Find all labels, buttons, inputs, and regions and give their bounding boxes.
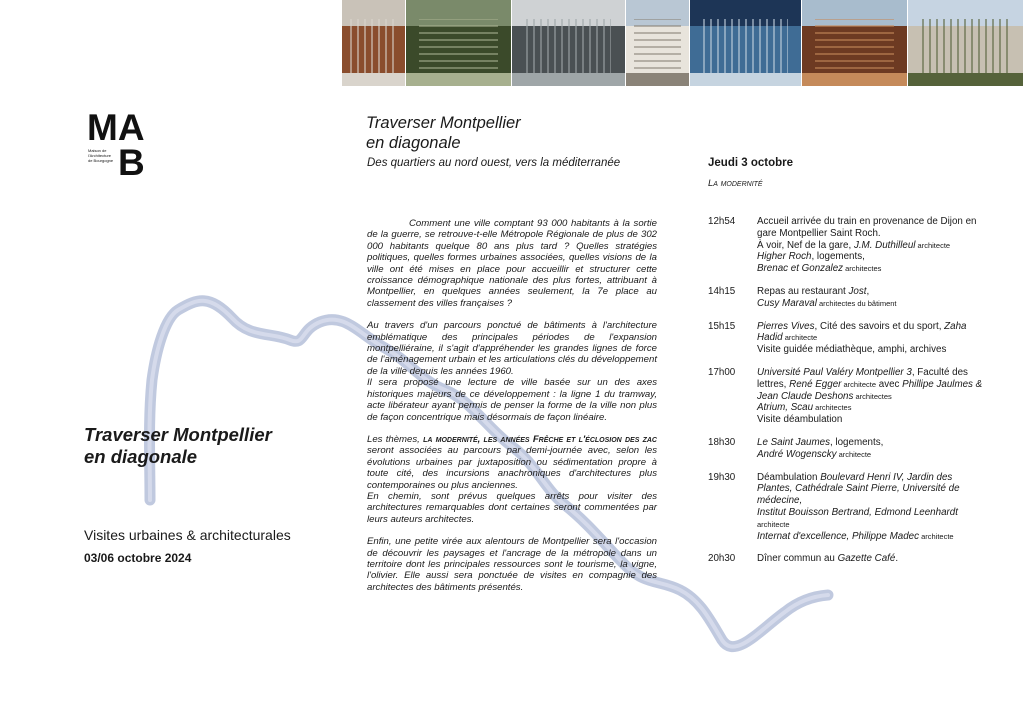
- schedule-text: Repas au restaurant: [757, 285, 849, 297]
- schedule-time: 19h30: [708, 471, 736, 483]
- day-title: Jeudi 3 octobre: [708, 157, 793, 169]
- main-subtitle: Des quartiers au nord ouest, vers la méditerranée: [367, 157, 621, 169]
- schedule-time: 18h30: [708, 436, 736, 448]
- architect-role: architectes: [843, 264, 882, 274]
- schedule-text: , logements,: [829, 436, 884, 448]
- body-paragraph-2: Au travers d'un parcours ponctué de bâtiments à l'architecture emblématique des principales périodes de l'expansion montpelliéraine, il s'agit d'appréhender les grandes lignes de force de l'aménagement urbain et les articulations clés du développement de la ville depuis les années 1960.: [367, 320, 657, 377]
- day-theme: La modernité: [708, 178, 763, 189]
- schedule-text: , Cité des savoirs et du sport,: [814, 320, 945, 332]
- schedule-line: [757, 263, 990, 275]
- photo-facade-pattern: [526, 19, 612, 76]
- schedule-description: [757, 553, 990, 565]
- schedule-time: 12h54: [708, 216, 736, 227]
- schedule-description: [757, 321, 990, 356]
- schedule-entry: [708, 553, 990, 565]
- body-paragraph-3: Il sera proposé une lecture de ville basée sur un des axes historiques majeurs de ce développement : la ligne 1 du tramway, acte libérateur ayant permis de penser la forme de la ville non plus de façon concentrique mais désormais de façon linéaire.: [367, 377, 657, 423]
- schedule-text: À voir, Nef de la gare,: [757, 239, 854, 251]
- architect-role: architecte: [841, 379, 877, 389]
- body-paragraph-4-end: seront associées au parcours par demi-journée avec, selon les évolutions urbaines par juxtaposition ou sédimentation propre à toute cité, des incursions anachroniques d'architectures plus contemporaines ou plus anciennes.: [367, 445, 657, 491]
- schedule-time: 15h15: [708, 320, 736, 332]
- place-or-name: Higher Roch: [757, 251, 812, 263]
- main-title: [366, 113, 521, 153]
- place-or-name: Jost: [848, 285, 867, 297]
- schedule-line: [757, 449, 990, 461]
- schedule-line: [757, 216, 990, 240]
- place-or-name: Internat d'excellence, Philippe Madec: [757, 530, 919, 542]
- schedule-line: [757, 472, 990, 507]
- photo-facade-pattern: [634, 19, 682, 76]
- place-or-name: J.M. Duthilleul: [853, 239, 916, 251]
- photo-glass: [690, 0, 802, 86]
- photo-terraces: [626, 0, 690, 86]
- schedule-text: Visite déambulation: [757, 414, 843, 426]
- schedule-text: Déambulation: [757, 471, 821, 483]
- schedule-description: [757, 367, 990, 426]
- schedule-text: Accueil arrivée du train en provenance de Dijon en gare Montpellier Saint Roch.: [757, 216, 977, 239]
- left-date: 03/06 octobre 2024: [84, 551, 192, 565]
- schedule-text: , Faculté des lettres,: [757, 366, 968, 390]
- place-or-name: René Egger: [789, 378, 842, 390]
- schedule-entry: [708, 286, 990, 310]
- schedule-description: [757, 437, 990, 461]
- schedule-entry: [708, 472, 990, 543]
- schedule-description: [757, 286, 990, 310]
- logo-caption-2: l'Architecture: [88, 153, 111, 158]
- body-text: [367, 218, 657, 604]
- schedule-text: , logements,: [811, 251, 865, 263]
- place-or-name: Le Saint Jaumes: [757, 436, 830, 448]
- architect-role: architecte: [757, 519, 790, 529]
- photo-facade-pattern: [922, 19, 1009, 76]
- body-paragraph-4-start: Les thèmes,: [367, 433, 424, 445]
- photo-facade-pattern: [703, 19, 787, 76]
- photo-curves: [512, 0, 626, 86]
- schedule-line: [757, 240, 990, 252]
- main-title-line-1: Traverser Montpellier: [366, 114, 521, 132]
- left-title-line-2: en diagonale: [84, 446, 198, 467]
- schedule-description: [757, 216, 990, 275]
- schedule-entry: [708, 437, 990, 461]
- schedule-line: [757, 344, 990, 356]
- schedule-time: 20h30: [708, 553, 736, 565]
- left-title: [84, 424, 272, 468]
- architect-role: architecte: [782, 333, 818, 343]
- logo-caption-3: de Bourgogne: [88, 158, 114, 163]
- architect-role: architectes du bâtiment: [816, 298, 897, 308]
- photo-tower: [342, 0, 406, 86]
- architect-role: architecte: [918, 531, 954, 541]
- place-or-name: Institut Bouisson Bertrand, Edmond Leenhardt: [757, 506, 958, 518]
- left-subtitle: Visites urbaines & architecturales: [84, 527, 291, 543]
- body-paragraph-5: En chemin, sont prévus quelques arrêts pour visiter des architectures remarquables dont certaines seront commentées par leurs auteurs architectes.: [367, 490, 657, 525]
- schedule-text: ,: [866, 285, 870, 297]
- logo-letters-bottom: B: [118, 142, 145, 176]
- schedule-line: [757, 321, 990, 345]
- schedule-line: [757, 286, 990, 298]
- schedule-text: Visite guidée médiathèque, amphi, archives: [757, 344, 947, 356]
- place-or-name: Cusy Maraval: [757, 297, 817, 309]
- place-or-name: Boulevard Henri IV, Jardin des Plantes, Cathédrale Saint Pierre, Université de médecine,: [757, 471, 960, 507]
- logo-caption-1: Maison de: [88, 148, 107, 153]
- architect-role: architectes: [813, 403, 852, 413]
- place-or-name: Atrium, Scau: [757, 402, 814, 414]
- schedule-line: [757, 531, 990, 543]
- logo-letters-top: MA: [87, 108, 145, 148]
- schedule-entry: [708, 321, 990, 356]
- left-title-line-1: Traverser Montpellier: [84, 424, 272, 445]
- schedule-line: [757, 507, 990, 531]
- schedule: [708, 216, 990, 576]
- body-paragraph-6: Enfin, une petite virée aux alentours de Montpellier sera l'occasion de découvrir les paysages et l'ancrage de la métropole dans un territoire dont les principales ressources sont le tourisme, la vigne, l'olivier. Elle aussi sera ponctuée de visites en compagnie des architectes des bâtiments présentés.: [367, 536, 657, 593]
- schedule-line: [757, 414, 990, 426]
- place-or-name: Université Paul Valéry Montpellier 3: [757, 366, 912, 378]
- architect-role: architectes: [853, 391, 892, 401]
- place-or-name: Gazette Café: [837, 553, 896, 565]
- place-or-name: André Wogenscky: [757, 448, 837, 460]
- place-or-name: Phillipe Jaulmes & Jean Claude Deshons: [757, 378, 983, 402]
- place-or-name: Brenac et Gonzalez: [757, 263, 844, 275]
- photo-facade-pattern: [350, 19, 398, 76]
- photo-wood: [802, 0, 908, 86]
- schedule-line: [757, 402, 990, 414]
- photo-facade-pattern: [419, 19, 499, 76]
- photo-strip: [342, 0, 1024, 86]
- body-paragraph-4: [367, 434, 657, 491]
- schedule-text: Dîner commun au: [757, 553, 838, 565]
- schedule-line: [757, 553, 990, 565]
- schedule-time: 14h15: [708, 285, 736, 297]
- photo-facade-pattern: [815, 19, 895, 76]
- mab-logo: [87, 108, 154, 176]
- architect-role: architecte: [836, 449, 872, 459]
- body-paragraph-1: Comment une ville comptant 93 000 habitants à la sortie de la guerre, se retrouve-t-elle Métropole Régionale de plus de 302 000 habitants quelque 80 ans plus tard ? Quelles stratégies politiques, quelles formes urbaines associées, quelles visions de la ville ont été mises en place pour accueillir et structurer cette croissance démographique nationale des plus fortes, attribuant à Montpellier, en quelques années seulement, la 7e place au classement des villes françaises ?: [367, 218, 657, 309]
- photo-trees: [406, 0, 512, 86]
- schedule-time: 17h00: [708, 366, 736, 378]
- schedule-description: [757, 472, 990, 543]
- architect-role: architecte: [915, 240, 951, 250]
- schedule-line: [757, 437, 990, 449]
- schedule-line: [757, 298, 990, 310]
- place-or-name: Zaha Hadid: [757, 320, 967, 344]
- schedule-line: [757, 367, 990, 402]
- photo-housing: [908, 0, 1024, 86]
- schedule-entry: [708, 367, 990, 426]
- schedule-entry: [708, 216, 990, 275]
- body-themes: la modernité, les années Frêche et l'éclosion des zac: [423, 433, 657, 445]
- main-title-line-2: en diagonale: [366, 134, 461, 152]
- place-or-name: Pierres Vives: [757, 320, 815, 332]
- schedule-line: [757, 251, 990, 263]
- schedule-text: .: [895, 553, 899, 565]
- schedule-text: avec: [876, 378, 903, 390]
